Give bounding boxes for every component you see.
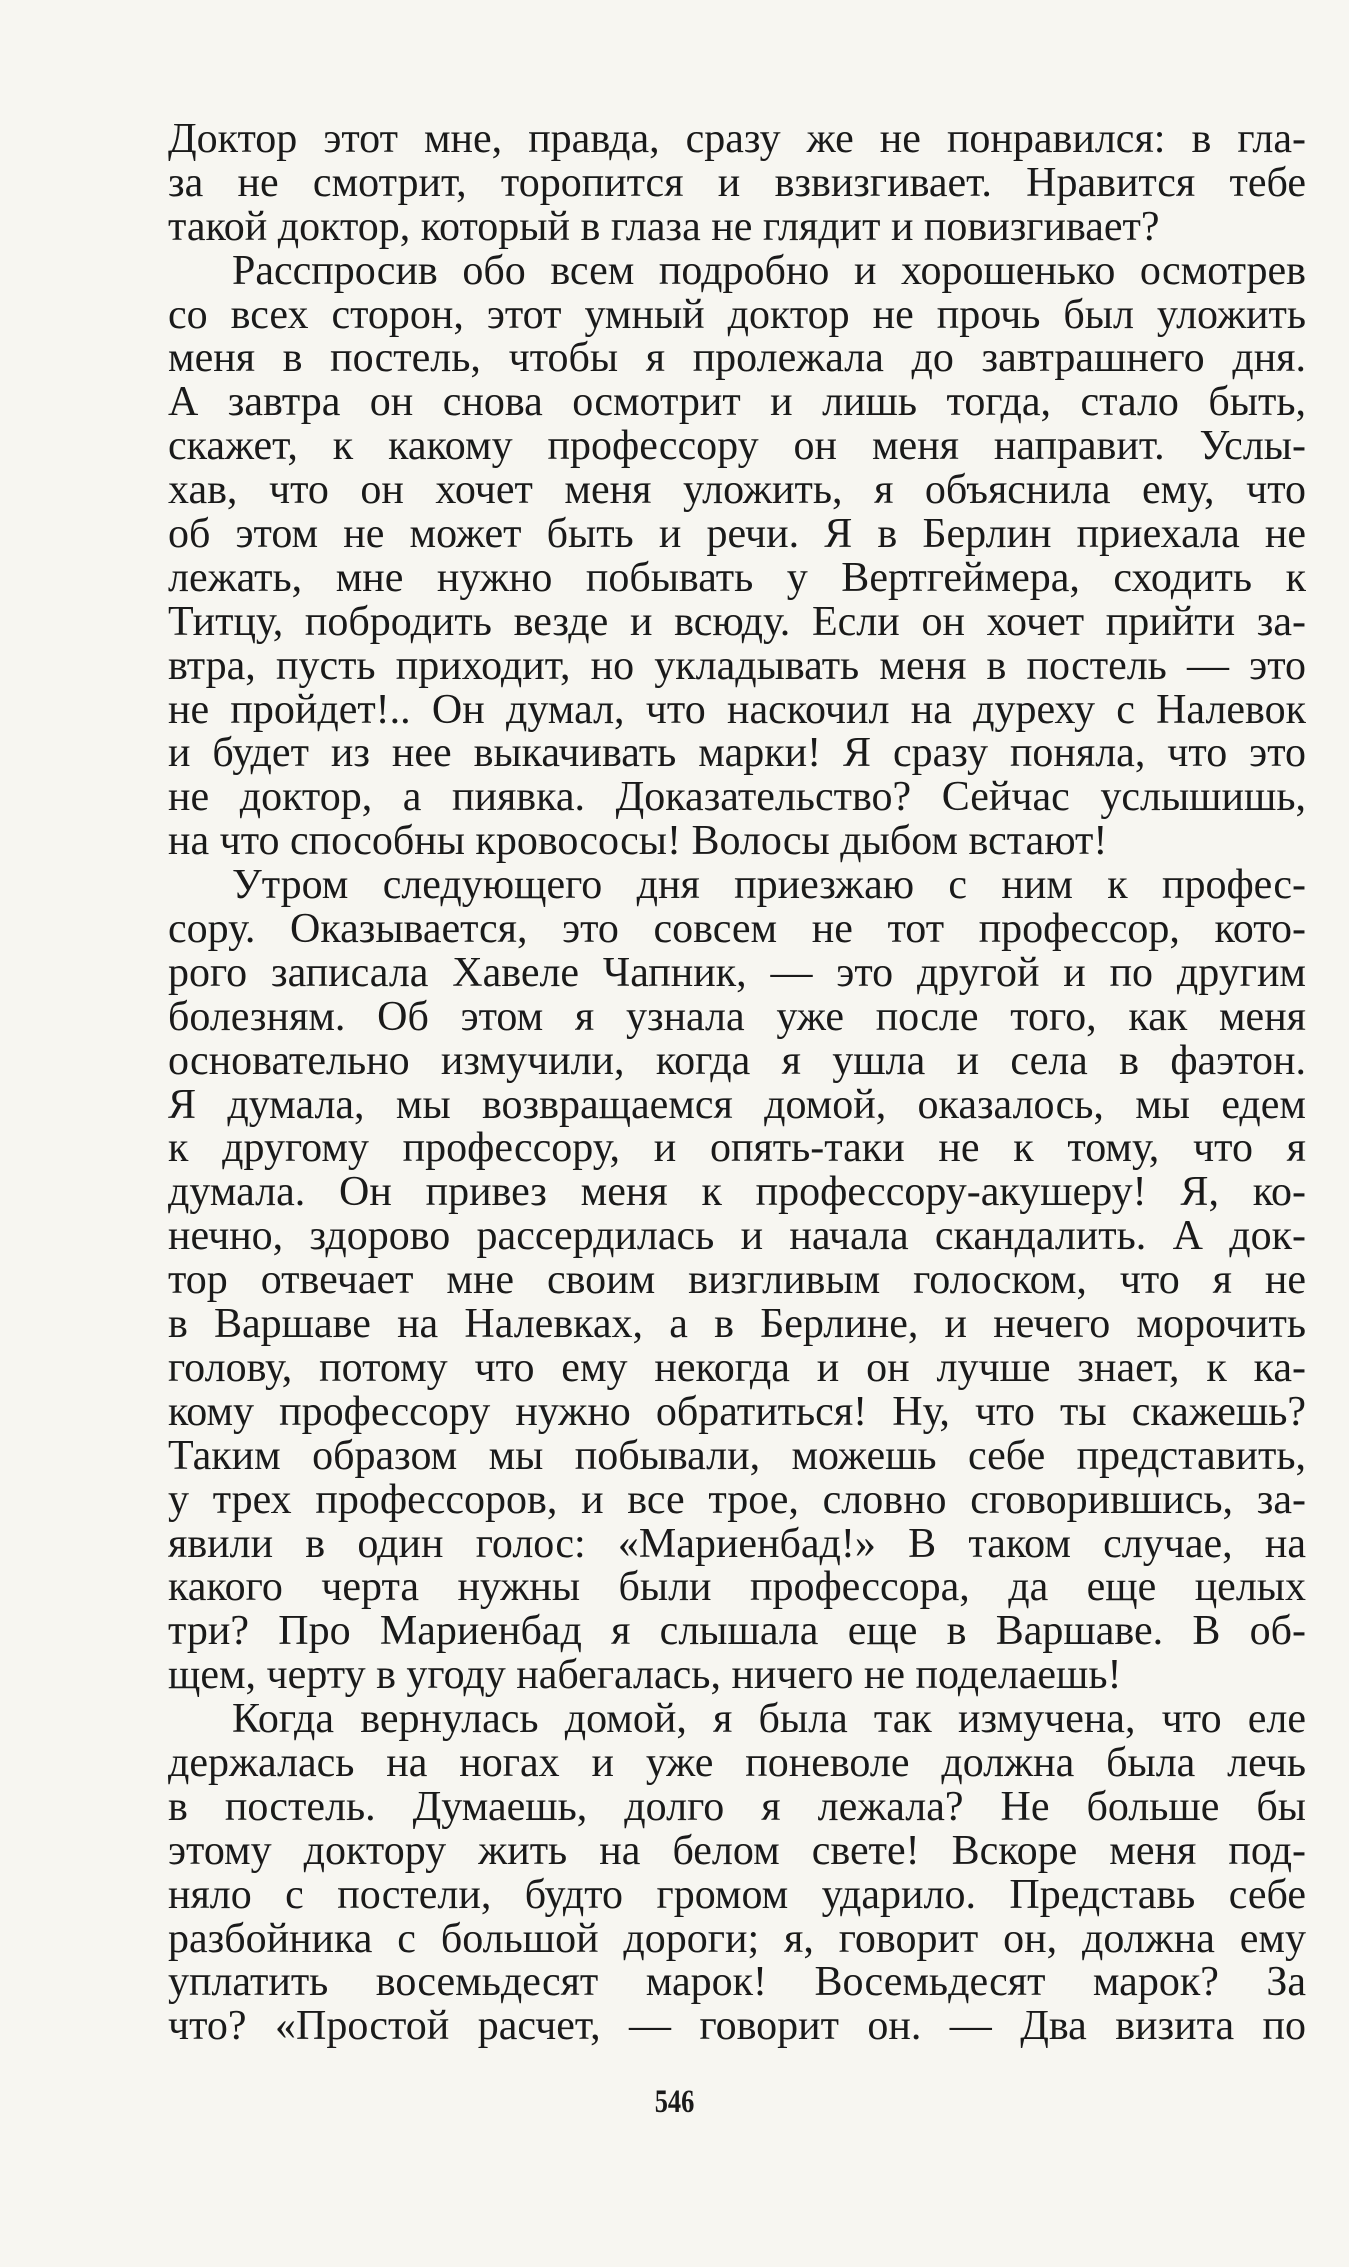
- text-line: и будет из нее выкачивать марки! Я сразу поняла, что это: [168, 732, 1306, 777]
- text-line: не пройдет!.. Он думал, что наскочил на дуреху с Налевок: [168, 688, 1306, 733]
- text-line: такой доктор, который в глаза не глядит и повизгивает?: [168, 205, 1160, 250]
- text-line: втра, пусть приходит, но укладывать меня в постель — это: [168, 644, 1306, 689]
- text-line: думала. Он привез меня к профессору-акушеру! Я, ко-: [168, 1171, 1306, 1216]
- text-line: к другому профессору, и опять-таки не к тому, что я: [168, 1127, 1306, 1172]
- text-line: тор отвечает мне своим визгливым голоском, что я не: [168, 1259, 1306, 1304]
- text-line: уплатить восемьдесят марок! Восемьдесят марок? За: [168, 1961, 1306, 2006]
- text-line: основательно измучили, когда я ушла и села в фаэтон.: [168, 1039, 1306, 1084]
- text-line: не доктор, а пиявка. Доказательство? Сейчас услышишь,: [168, 776, 1306, 821]
- text-line: няло с постели, будто громом ударило. Представь себе: [168, 1873, 1306, 1918]
- text-line: со всех сторон, этот умный доктор не прочь был уложить: [168, 293, 1306, 338]
- body-text: [168, 118, 1306, 2049]
- text-line: голову, потому что ему некогда и он лучше знает, к ка-: [168, 1346, 1306, 1391]
- text-line: явили в один голос: «Мариенбад!» В таком случае, на: [168, 1522, 1306, 1567]
- text-line: об этом не может быть и речи. Я в Берлин приехала не: [168, 513, 1306, 557]
- text-line: за не смотрит, торопится и взвизгивает. Нравится тебе: [168, 161, 1306, 206]
- text-line: Расспросив обо всем подробно и хорошенько осмотрев: [232, 249, 1306, 294]
- text-line: Утром следующего дня приезжаю с ним к профес-: [232, 864, 1306, 909]
- text-line: сору. Оказывается, это совсем не тот профессор, кото-: [168, 908, 1306, 952]
- text-line: Таким образом мы побывали, можешь себе представить,: [168, 1434, 1306, 1479]
- text-line: какого черта нужны были профессора, да еще целых: [168, 1566, 1306, 1611]
- text-line: щем, черту в угоду набегалась, ничего не поделаешь!: [168, 1654, 1122, 1699]
- text-line: хав, что он хочет меня уложить, я объяснила ему, что: [168, 469, 1306, 514]
- page-number: 546: [654, 2084, 695, 2120]
- text-line: рого записала Хавеле Чапник, — это другой и по другим: [168, 951, 1306, 996]
- text-line: этому доктору жить на белом свете! Вскоре меня под-: [168, 1829, 1306, 1874]
- text-line: болезням. Об этом я узнала уже после того, как меня: [168, 995, 1306, 1040]
- text-line: три? Про Мариенбад я слышала еще в Варшаве. В об-: [168, 1610, 1306, 1655]
- text-line: А завтра он снова осмотрит и лишь тогда, стало быть,: [168, 381, 1306, 426]
- text-line: кому профессору нужно обратиться! Ну, что ты скажешь?: [168, 1390, 1306, 1435]
- text-line: лежать, мне нужно побывать у Вертгеймера, сходить к: [168, 556, 1306, 601]
- text-line: что? «Простой расчет, — говорит он. — Два визита по: [168, 2005, 1306, 2050]
- text-line: разбойника с большой дороги; я, говорит он, должна ему: [168, 1917, 1306, 1962]
- text-line: Доктор этот мне, правда, сразу же не понравился: в гла-: [168, 118, 1306, 162]
- text-line: Я думала, мы возвращаемся домой, оказалось, мы едем: [168, 1083, 1306, 1128]
- text-line: у трех профессоров, и все трое, словно сговорившись, за-: [168, 1478, 1306, 1523]
- text-line: Титцу, побродить везде и всюду. Если он хочет прийти за-: [168, 600, 1306, 645]
- text-line: в постель. Думаешь, долго я лежала? Не больше бы: [168, 1785, 1306, 1830]
- text-line: нечно, здорово рассердилась и начала скандалить. А док-: [168, 1215, 1306, 1260]
- text-line: держалась на ногах и уже поневоле должна была лечь: [168, 1741, 1306, 1786]
- text-line: Когда вернулась домой, я была так измучена, что еле: [232, 1698, 1306, 1742]
- text-line: в Варшаве на Налевках, а в Берлине, и нечего морочить: [168, 1303, 1306, 1347]
- text-line: скажет, к какому профессору он меня направит. Услы-: [168, 425, 1306, 470]
- text-line: на что способны кровососы! Волосы дыбом встают!: [168, 820, 1108, 865]
- text-line: меня в постель, чтобы я пролежала до завтрашнего дня.: [168, 337, 1306, 382]
